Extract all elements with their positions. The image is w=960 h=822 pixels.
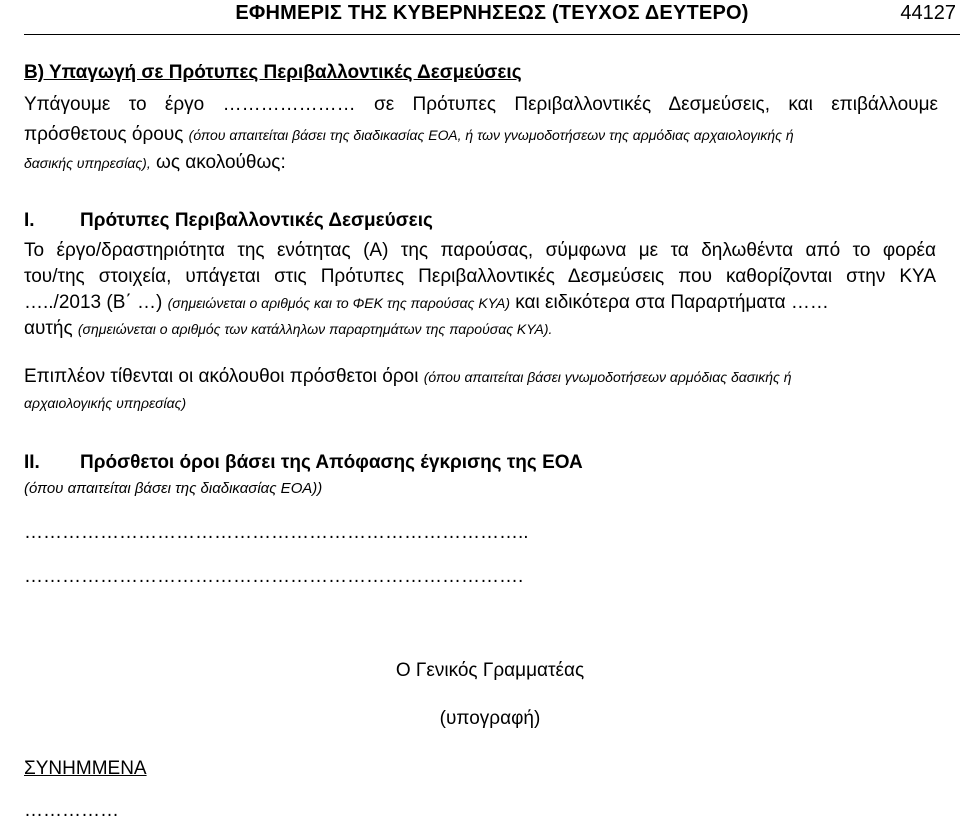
section-i-line-3	[24, 292, 936, 314]
section-i-line-3-c: και ειδικότερα στα Παραρτήματα ……	[515, 292, 829, 313]
signature-label: (υπογραφή)	[439, 708, 541, 729]
section-b-line-2-main: πρόσθετους όρους	[24, 124, 184, 145]
section-ii-numeral: II.	[24, 452, 40, 473]
section-b-line-2-note: (όπου απαιτείται βάσει της διαδικασίας ΕΟΑ, ή των γνωμοδοτήσεων της αρμόδιας αρχαιολογικής ή	[188, 127, 794, 143]
section-i-line-2: του/της στοιχεία, υπάγεται στις Πρότυπες Περιβαλλοντικές Δεσμεύσεις που καθορίζονται στην ΚΥΑ	[24, 266, 936, 287]
section-ii-title: Πρόσθετοι όροι βάσει της Απόφασης έγκρισης της ΕΟΑ	[80, 452, 583, 473]
section-i-line-4-a: αυτής	[24, 318, 73, 339]
section-i-extra-line-2	[24, 392, 936, 414]
section-i-title: Πρότυπες Περιβαλλοντικές Δεσμεύσεις	[80, 210, 433, 231]
page-header	[24, 0, 960, 35]
section-i-extra-main: Επιπλέον τίθενται οι ακόλουθοι πρόσθετοι όροι	[24, 366, 419, 387]
section-b-title: Β) Υπαγωγή σε Πρότυπες Περιβαλλοντικές Δεσμεύσεις	[24, 62, 522, 83]
section-i-line-4	[24, 318, 936, 340]
section-b-line-3-main: ως ακολούθως:	[156, 152, 286, 173]
section-i-line-1: Το έργο/δραστηριότητα της ενότητας (Α) της παρούσας, σύμφωνα με τα δηλωθέντα από το φορέα	[24, 240, 936, 261]
gazette-title: ΕΦΗΜΕΡΙΣ ΤΗΣ ΚΥΒΕΡΝΗΣΕΩΣ (ΤΕΥΧΟΣ ΔΕΥΤΕΡΟ)	[235, 2, 749, 24]
section-i-heading	[24, 210, 433, 232]
section-ii-dots-1: ……………………………………………………………………..	[24, 522, 529, 543]
section-ii-heading	[24, 452, 583, 474]
section-b-line-2	[24, 124, 936, 146]
section-i-extra-note: (όπου απαιτείται βάσει γνωμοδοτήσεων αρμόδιας δασικής ή	[423, 369, 792, 385]
section-i-extra-line	[24, 366, 936, 388]
section-ii-note: (όπου απαιτείται βάσει της διαδικασίας ΕΟΑ))	[24, 480, 323, 497]
section-i-extra-note-2: αρχαιολογικής υπηρεσίας)	[24, 395, 187, 411]
section-b-line-1: Υπάγουμε το έργο ………………… σε Πρότυπες Περιβαλλοντικές Δεσμεύσεις, και επιβάλλουμε	[24, 94, 938, 115]
annexes-dots: ……………	[24, 800, 119, 821]
section-i-line-3-a: …../2013 (Β΄ …)	[24, 292, 163, 313]
section-ii-dots-2: …………………………………………………………………….	[24, 566, 524, 587]
page-number: 44127	[900, 2, 956, 24]
section-i-line-3-note: (σημειώνεται ο αριθμός και το ΦΕΚ της παρούσας ΚΥΑ)	[167, 295, 510, 311]
section-b-line-3	[24, 152, 936, 174]
annexes-title: ΣΥΝΗΜΜΕΝΑ	[24, 758, 147, 779]
section-b-line-3-note: δασικής υπηρεσίας),	[24, 155, 151, 171]
section-i-line-4-note: (σημειώνεται ο αριθμός των κατάλληλων παραρτημάτων της παρούσας ΚΥΑ).	[77, 321, 553, 337]
section-i-numeral: I.	[24, 210, 35, 231]
signatory-role: Ο Γενικός Γραμματέας	[395, 660, 585, 681]
